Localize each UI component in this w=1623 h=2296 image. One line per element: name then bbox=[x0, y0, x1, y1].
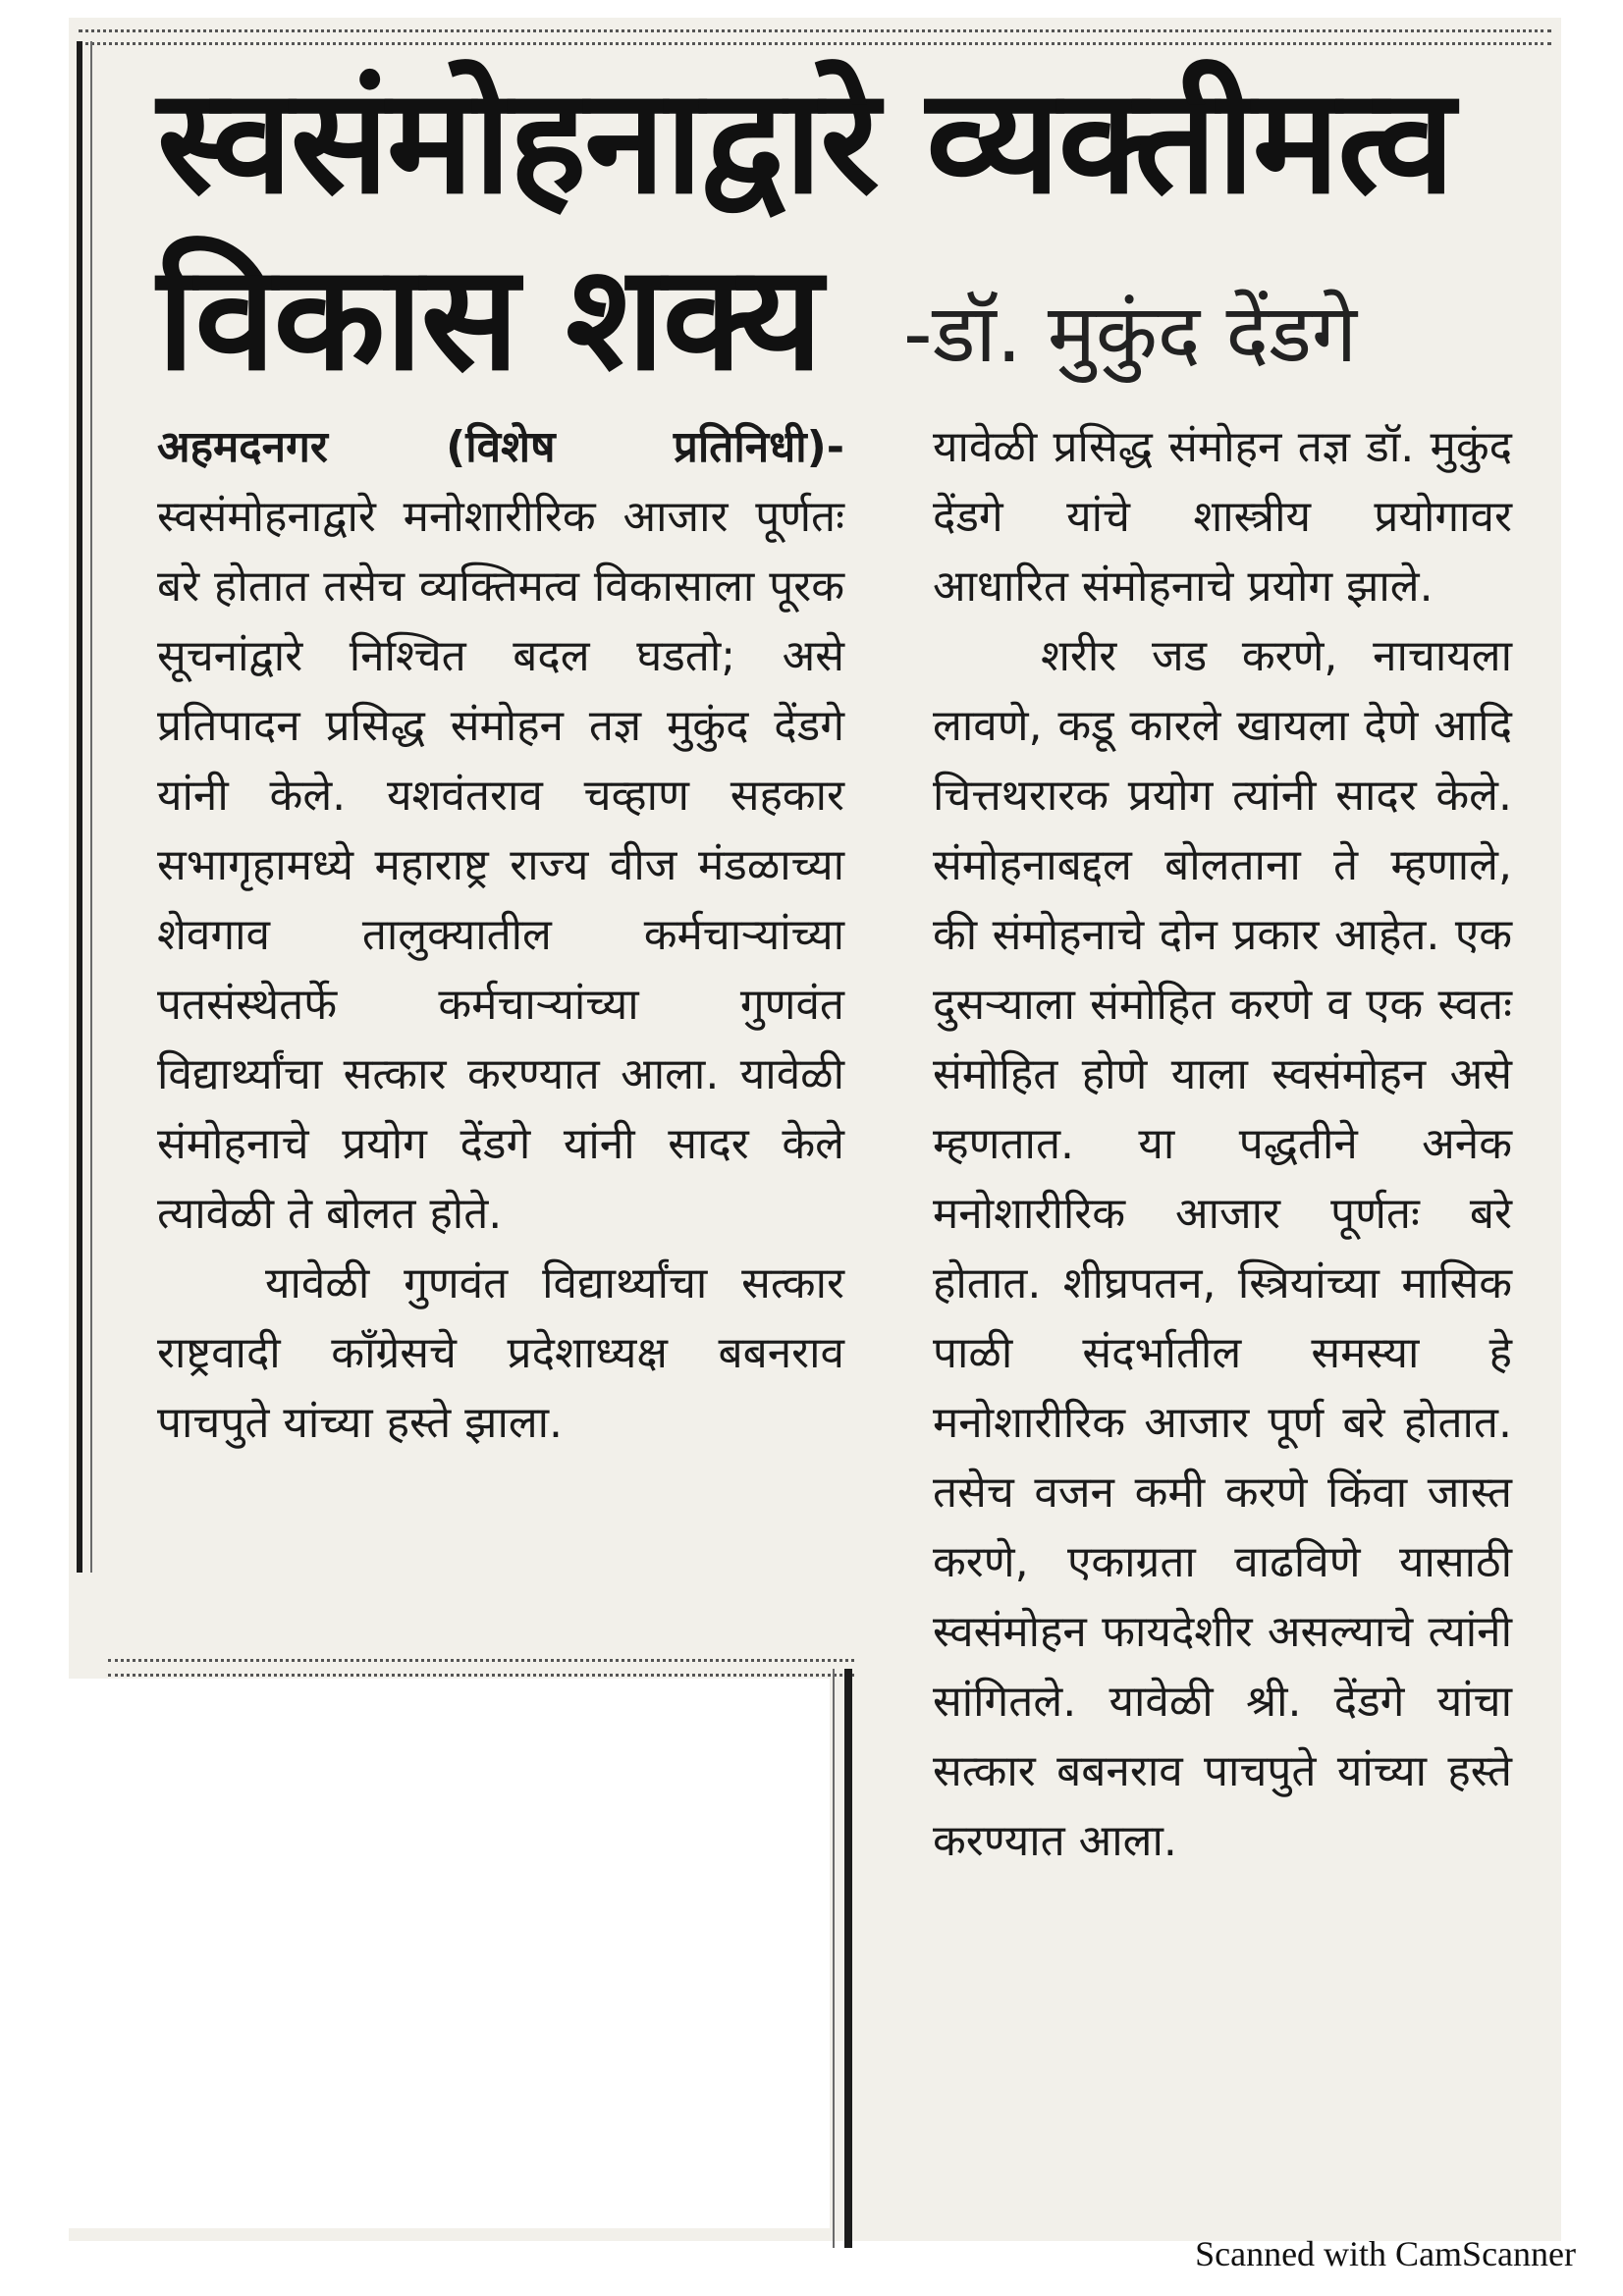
headline-line-1: स्वसंमोहनाद्वारे व्यक्तीमत्व bbox=[157, 57, 1453, 226]
right-column bbox=[933, 412, 1512, 1876]
scanner-watermark: Scanned with CamScanner bbox=[1195, 2234, 1576, 2273]
left-paragraph-2: यावेळी गुणवंत विद्यार्थ्यांचा सत्कार राष्ट्रवादी काँग्रेसचे प्रदेशाध्यक्ष बबनराव पाचपुते यांच्या हस्ते झाला. bbox=[157, 1258, 844, 1448]
box-bottom-dotted-rule bbox=[108, 1659, 854, 1677]
right-paragraph-2: शरीर जड करणे, नाचायला लावणे, कडू कारले खायला देणे आदि चित्तथरारक प्रयोग त्यांनी सादर केले. संमोहनाबद्दल बोलताना ते म्हणाले, की संमोहनाचे दोन प्रकार आहेत. एक दुसऱ्याला संमोहित करणे व एक स्वतः संमोहित होणे याला स्वसंमोहन असे म्हणतात. या पद्धतीने अनेक मनोशारीरिक आजार पूर्णतः बरे होतात. शीघ्रपतन, स्त्रियांच्या मासिक पाळी संदर्भातील समस्या हे मनोशारीरिक आजार पूर्ण बरे होतात. तसेच वजन कमी करणे किंवा जास्त करणे, एकाग्रता वाढविणे यासाठी स्वसंमोहन फायदेशीर असल्याचे त्यांनी सांगितले. यावेळी श्री. देंडगे यांचा सत्कार बबनराव पाचपुते यांच्या हस्ते करण्यात आला. bbox=[933, 631, 1512, 1866]
dateline: अहमदनगर (विशेष प्रतिनिधी)- bbox=[157, 422, 844, 472]
headline-line-2: विकास शक्य bbox=[157, 234, 821, 402]
left-inner-rule bbox=[90, 41, 92, 1573]
left-column bbox=[157, 412, 844, 1458]
left-border-rule bbox=[77, 41, 82, 1573]
blank-cutout-area bbox=[69, 1679, 830, 2228]
box-right-rule bbox=[844, 1669, 852, 2248]
top-dotted-rule bbox=[79, 29, 1551, 45]
byline: -डॉ. मुकुंद देंडगे bbox=[903, 288, 1358, 381]
box-right-thin-rule bbox=[833, 1669, 835, 2248]
left-paragraph-1 bbox=[157, 412, 844, 1249]
left-paragraph-1-text: स्वसंमोहनाद्वारे मनोशारीरिक आजार पूर्णतः बरे होतात तसेच व्यक्तिमत्व विकासाला पूरक सूचनांद्वारे निश्चित बदल घडतो; असे प्रतिपादन प्रसिद्ध संमोहन तज्ञ मुकुंद देंडगे यांनी केले. यशवंतराव चव्हाण सहकार सभागृहामध्ये महाराष्ट्र राज्य वीज मंडळाच्या शेवगाव तालुक्यातील कर्मचाऱ्यांच्या पतसंस्थेतर्फे कर्मचाऱ्यांच्या गुणवंत विद्यार्थ्यांचा सत्कार करण्यात आला. यावेळी संमोहनाचे प्रयोग देंडगे यांनी सादर केले त्यावेळी ते बोलत होते. bbox=[157, 492, 844, 1239]
right-paragraph-1: यावेळी प्रसिद्ध संमोहन तज्ञ डॉ. मुकुंद देंडगे यांचे शास्त्रीय प्रयोगावर आधारित संमोहनाचे प्रयोग झाले. bbox=[933, 422, 1512, 612]
